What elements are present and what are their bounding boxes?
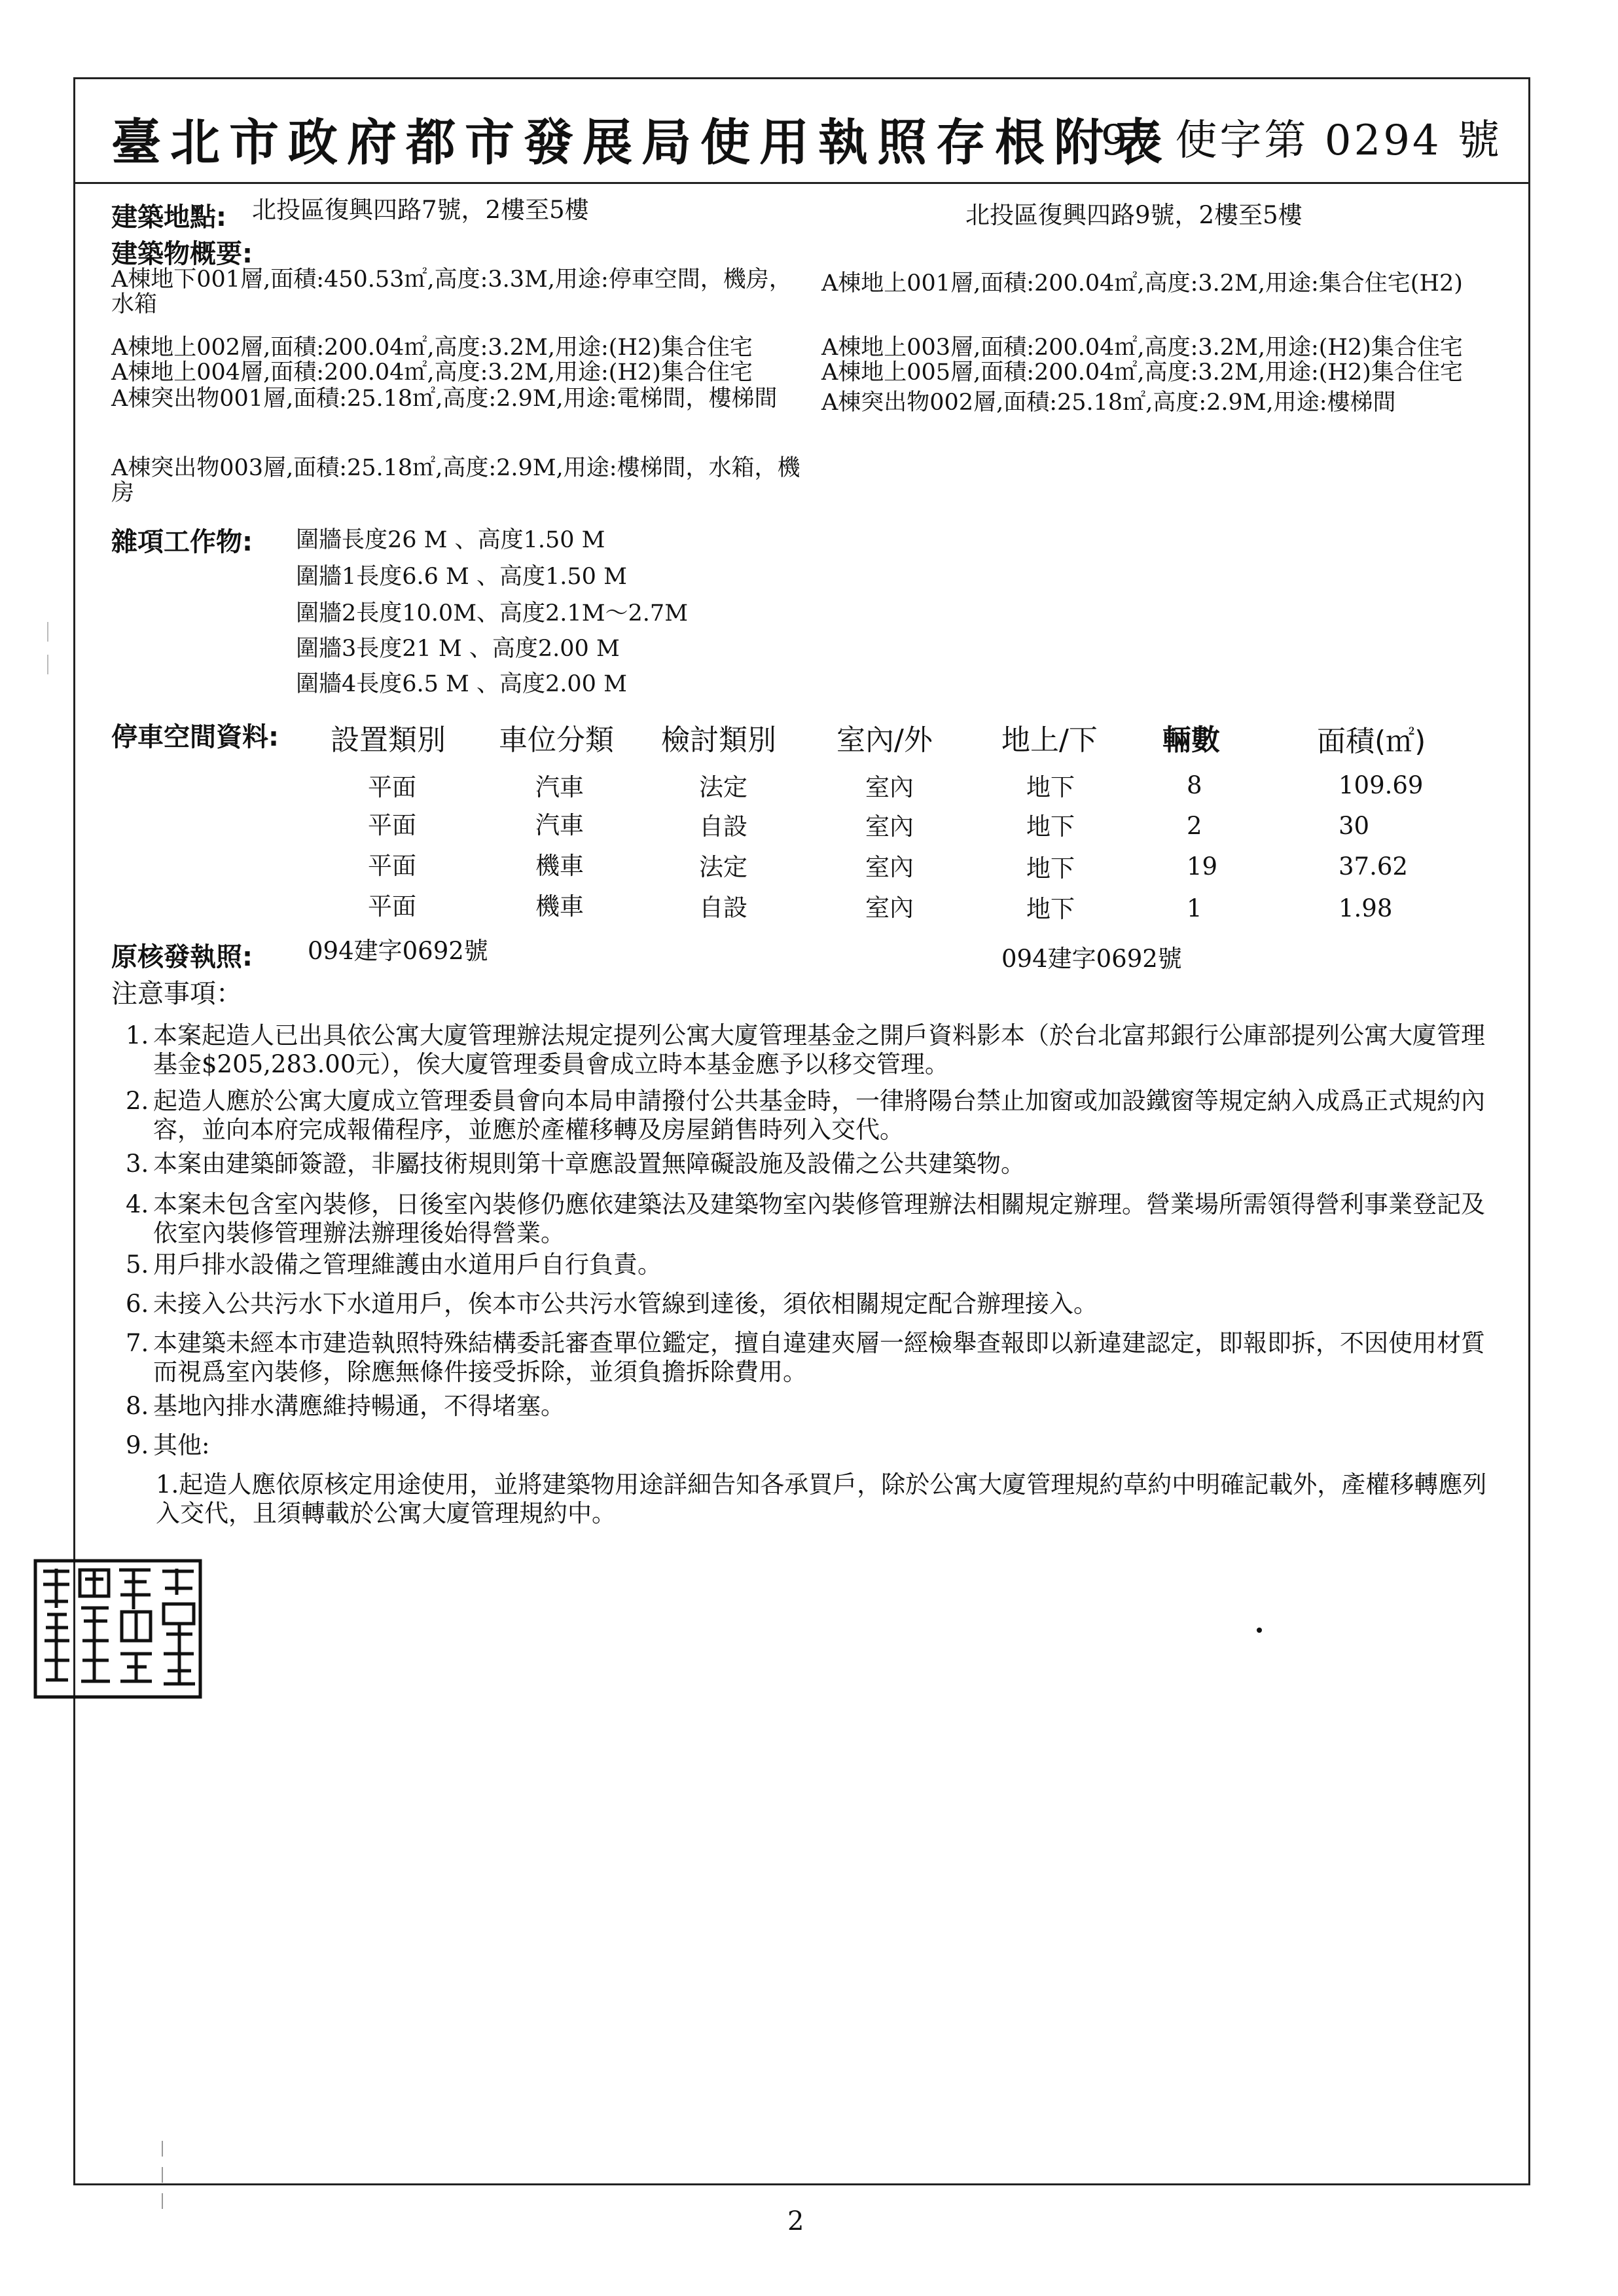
note-other — [156, 1470, 1507, 1528]
parking-cell: 平面 — [368, 811, 416, 839]
scan-mark — [162, 2141, 163, 2157]
overview-item-b1: A棟地下001層,面積:450.53㎡,高度:3.3M,用途:停車空間，機房，水箱 — [111, 266, 792, 318]
parking-cell: 機車 — [535, 892, 584, 920]
overview-item-f3: A棟地上003層,面積:200.04㎡,高度:3.2M,用途:(H2)集合住宅 — [821, 335, 1463, 361]
note-number: 8. — [126, 1392, 149, 1420]
parking-cell: 機車 — [535, 852, 584, 880]
misc-work-item: 圍牆1長度6.6 M 、高度1.50 M — [296, 564, 627, 590]
note-number: 9. — [126, 1431, 149, 1459]
parking-cell: 平面 — [368, 892, 416, 920]
note-other-text: 1.起造人應依原核定用途使用，並將建築物用途詳細告知各承買戶，除於公寓大廈管理規約草約中明確記載外，產權移轉應列入交代，且須轉載於公寓大廈管理規約中。 — [156, 1470, 1487, 1527]
note-item — [126, 1150, 1507, 1178]
location-left: 北投區復興四路7號，2樓至5樓 — [252, 196, 589, 224]
parking-cell: 平面 — [368, 852, 416, 880]
scan-mark — [47, 655, 48, 674]
parking-cell: 汽車 — [535, 811, 584, 839]
parking-label: 停車空間資料: — [111, 722, 279, 752]
note-text: 本案由建築師簽證，非屬技術規則第十章應設置無障礙設施及設備之公共建築物。 — [153, 1150, 1025, 1178]
parking-cell: 1.98 — [1339, 894, 1393, 922]
parking-cell: 室內 — [865, 853, 914, 881]
parking-header: 檢討類別 — [661, 723, 776, 757]
note-item — [126, 1329, 1507, 1387]
parking-cell: 109.69 — [1339, 771, 1424, 799]
parking-cell: 室內 — [865, 894, 914, 922]
parking-header: 面積(㎡) — [1317, 725, 1426, 758]
parking-header: 地上/下 — [1001, 723, 1098, 757]
official-seal-icon — [29, 1556, 206, 1702]
note-number: 4. — [126, 1190, 149, 1218]
title-row — [75, 79, 1528, 184]
misc-work-item: 圍牆長度26 M 、高度1.50 M — [296, 527, 605, 553]
location-right: 北投區復興四路9號，2樓至5樓 — [965, 201, 1303, 229]
location-label: 建築地點: — [111, 202, 226, 232]
note-item — [126, 1250, 1507, 1279]
note-text: 本案起造人已出具依公寓大廈管理辦法規定提列公寓大廈管理基金之開戶資料影本（於台北富邦銀行公庫部提列公寓大廈管理基金$205,283.00元），俟大廈管理委員會成立時本基金應予以移交管理。 — [153, 1021, 1485, 1078]
note-item — [126, 1087, 1507, 1144]
parking-header: 室內/外 — [836, 723, 933, 757]
note-text: 用戶排水設備之管理維護由水道用戶自行負責。 — [153, 1250, 662, 1279]
parking-cell: 自設 — [699, 812, 747, 841]
overview-item-f1: A棟地上001層,面積:200.04㎡,高度:3.2M,用途:集合住宅(H2) — [821, 270, 1463, 297]
overview-item-f5: A棟地上005層,面積:200.04㎡,高度:3.2M,用途:(H2)集合住宅 — [821, 359, 1463, 386]
parking-cell: 室內 — [865, 812, 914, 841]
parking-cell: 2 — [1187, 812, 1202, 840]
parking-cell: 19 — [1187, 852, 1218, 881]
note-item — [126, 1290, 1507, 1319]
parking-cell: 30 — [1339, 812, 1370, 840]
parking-cell: 平面 — [368, 773, 416, 801]
scan-mark — [47, 622, 48, 642]
note-text: 本案未包含室內裝修，日後室內裝修仍應依建築法及建築物室內裝修管理辦法相關規定辦理。營業場所需領得營利事業登記及依室內裝修管理辦法辦理後始得營業。 — [153, 1190, 1485, 1247]
parking-cell: 8 — [1187, 771, 1202, 799]
note-number: 7. — [126, 1329, 149, 1357]
document-title: 臺北市政府都市發展局使用執照存根附表 — [111, 113, 1172, 172]
note-text: 本建築未經本市建造執照特殊結構委託審查單位鑑定，擅自違建夾層一經檢舉查報即以新違建認定，即報即拆，不因使用材質而視爲室內裝修，除應無條件接受拆除，並須負擔拆除費用。 — [153, 1329, 1485, 1386]
original-permit-left: 094建字0692號 — [308, 937, 488, 965]
original-permit-right: 094建字0692號 — [1001, 945, 1182, 973]
parking-cell: 地下 — [1026, 854, 1075, 883]
note-item — [126, 1431, 1507, 1460]
original-permit-label: 原核發執照: — [111, 942, 253, 972]
parking-cell: 37.62 — [1339, 852, 1408, 881]
parking-cell: 法定 — [699, 853, 747, 881]
page-number: 2 — [787, 2206, 804, 2236]
scan-mark — [162, 2167, 163, 2183]
parking-cell: 地下 — [1026, 812, 1075, 841]
parking-cell: 地下 — [1026, 895, 1075, 923]
parking-cell: 法定 — [699, 773, 747, 801]
permit-number: 97 使字第 0294 號 — [1100, 117, 1502, 165]
overview-item-r1: A棟突出物001層,面積:25.18㎡,高度:2.9M,用途:電梯間，樓梯間 — [111, 386, 778, 412]
note-number: 3. — [126, 1150, 149, 1178]
note-number: 6. — [126, 1290, 149, 1318]
misc-work-item: 圍牆2長度10.0M、高度2.1M～2.7M — [296, 600, 689, 627]
note-item — [126, 1021, 1507, 1079]
parking-cell: 室內 — [865, 773, 914, 801]
note-number: 1. — [126, 1021, 149, 1049]
note-number: 2. — [126, 1087, 149, 1115]
parking-header: 車位分類 — [499, 723, 614, 757]
misc-work-item: 圍牆3長度21 M 、高度2.00 M — [296, 636, 620, 662]
note-text: 未接入公共污水下水道用戶，俟本市公共污水管線到達後，須依相關規定配合辦理接入。 — [153, 1290, 1098, 1318]
ink-dot — [1257, 1628, 1262, 1633]
overview-item-r2: A棟突出物002層,面積:25.18㎡,高度:2.9M,用途:樓梯間 — [821, 390, 1396, 416]
notes-label: 注意事項： — [111, 979, 242, 1009]
parking-header: 輛數 — [1162, 723, 1220, 757]
misc-works-label: 雜項工作物: — [111, 527, 253, 557]
note-item — [126, 1392, 1507, 1421]
parking-cell: 自設 — [699, 894, 747, 922]
note-item — [126, 1190, 1507, 1248]
overview-item-r3: A棟突出物003層,面積:25.18㎡,高度:2.9M,用途:樓梯間，水箱，機房 — [111, 455, 800, 506]
parking-header: 設置類別 — [331, 723, 446, 757]
note-text: 基地內排水溝應維持暢通，不得堵塞。 — [153, 1392, 565, 1420]
note-text: 其他: — [153, 1431, 210, 1459]
parking-cell: 1 — [1187, 894, 1202, 922]
overview-item-f4: A棟地上004層,面積:200.04㎡,高度:3.2M,用途:(H2)集合住宅 — [111, 359, 753, 386]
parking-cell: 汽車 — [535, 773, 584, 801]
note-number: 5. — [126, 1250, 149, 1279]
misc-work-item: 圍牆4長度6.5 M 、高度2.00 M — [296, 671, 627, 697]
scan-mark — [162, 2193, 163, 2209]
overview-item-f2: A棟地上002層,面積:200.04㎡,高度:3.2M,用途:(H2)集合住宅 — [111, 335, 753, 361]
parking-cell: 地下 — [1026, 773, 1075, 801]
overview-label: 建築物概要: — [111, 239, 253, 269]
note-text: 起造人應於公寓大廈成立管理委員會向本局申請撥付公共基金時，一律將陽台禁止加窗或加設鐵窗等規定納入成爲正式規約內容，並向本府完成報備程序，並應於產權移轉及房屋銷售時列入交代。 — [153, 1087, 1485, 1144]
